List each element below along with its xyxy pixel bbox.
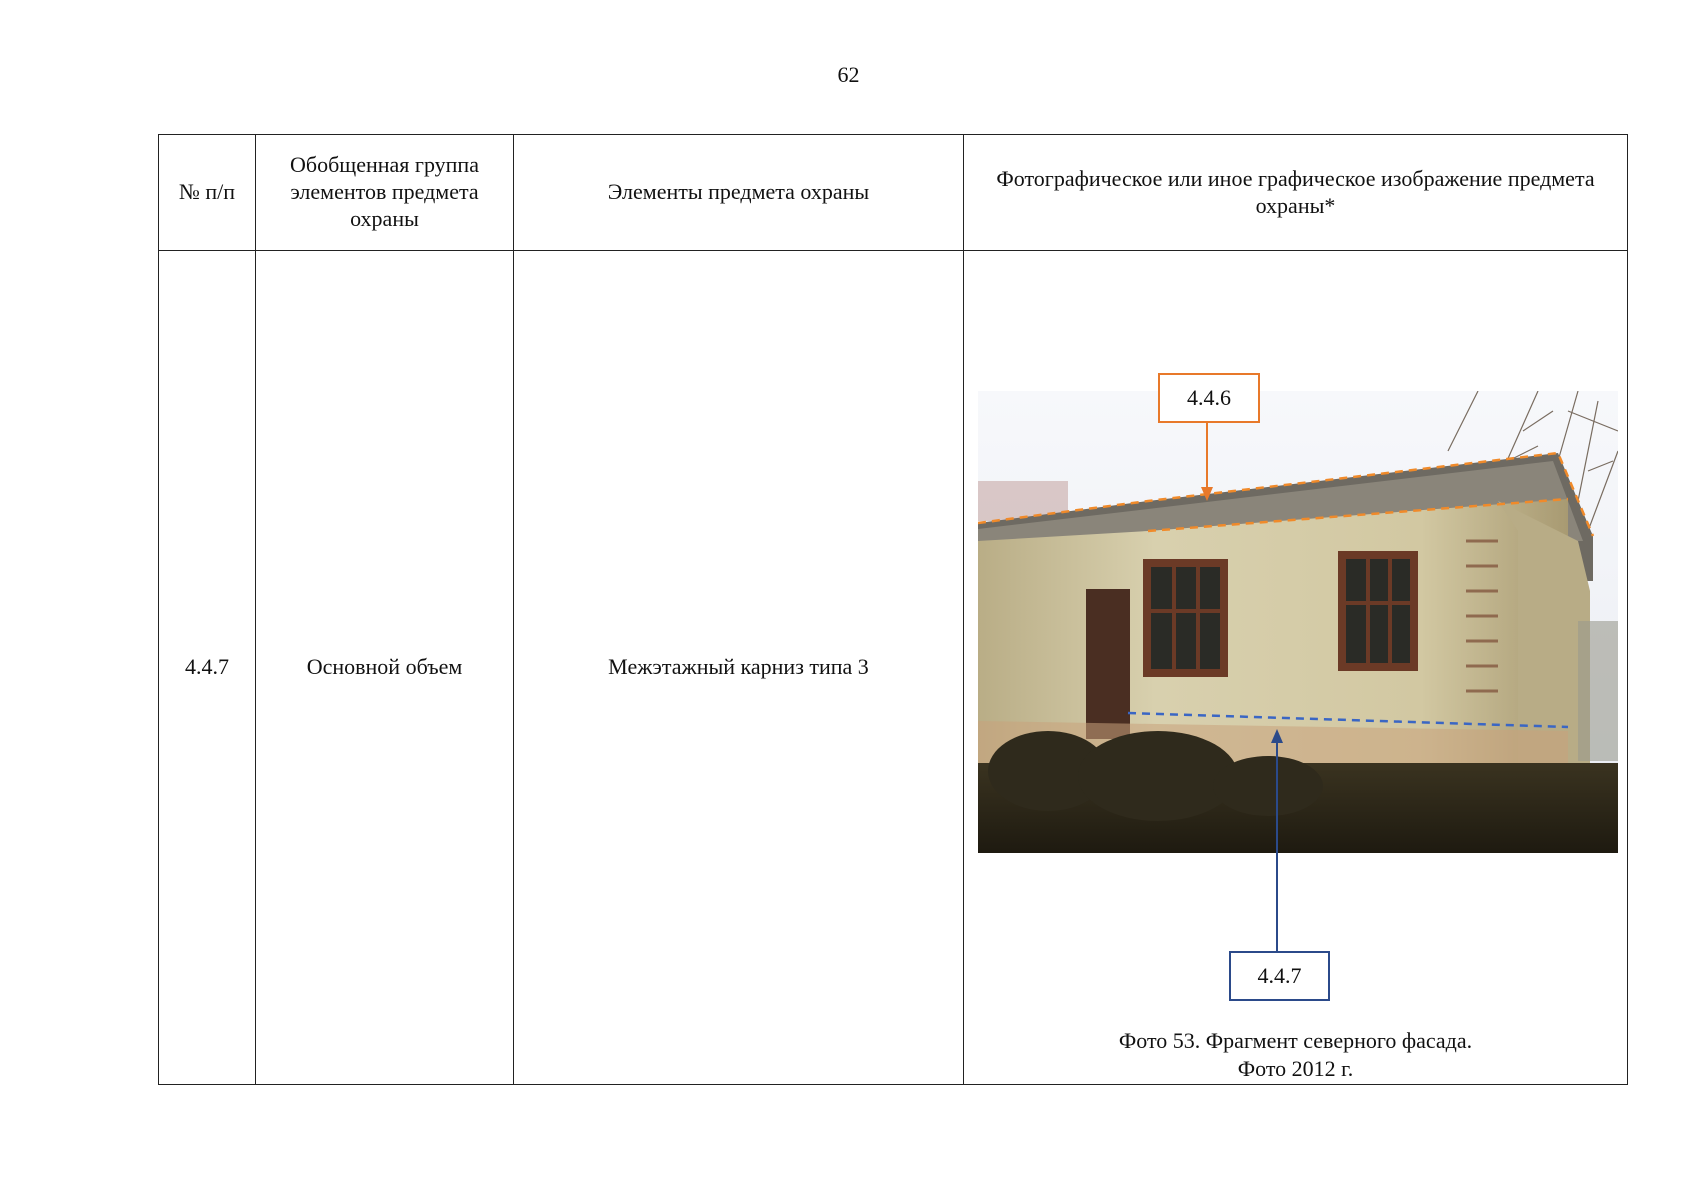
photo-caption [964,1027,1627,1082]
arrowhead-4-4-6 [1201,487,1213,501]
header-photo: Фотографическое или иное графическое изображение предмета охраны* [964,135,1628,251]
arrowhead-4-4-7 [1271,729,1283,743]
cell-element: Межэтажный карниз типа 3 [514,251,964,1085]
label-4-4-7: 4.4.7 [1229,951,1330,1001]
header-number: № п/п [159,135,256,251]
caption-line-1: Фото 53. Фрагмент северного фасада. [1118,1028,1473,1053]
header-elements: Элементы предмета охраны [514,135,964,251]
cell-group: Основной объем [256,251,514,1085]
cell-number: 4.4.7 [159,251,256,1085]
protection-elements-table [158,134,1628,1085]
header-group: Обобщенная группа элементов предмета охраны [256,135,514,251]
photo-block [964,251,1627,1084]
label-4-4-6: 4.4.6 [1158,373,1260,423]
cell-photo [964,251,1628,1085]
table-row [159,251,1628,1085]
table-header-row [159,135,1628,251]
caption-line-2: Фото 2012 г. [1237,1055,1354,1081]
page-number: 62 [837,62,860,87]
